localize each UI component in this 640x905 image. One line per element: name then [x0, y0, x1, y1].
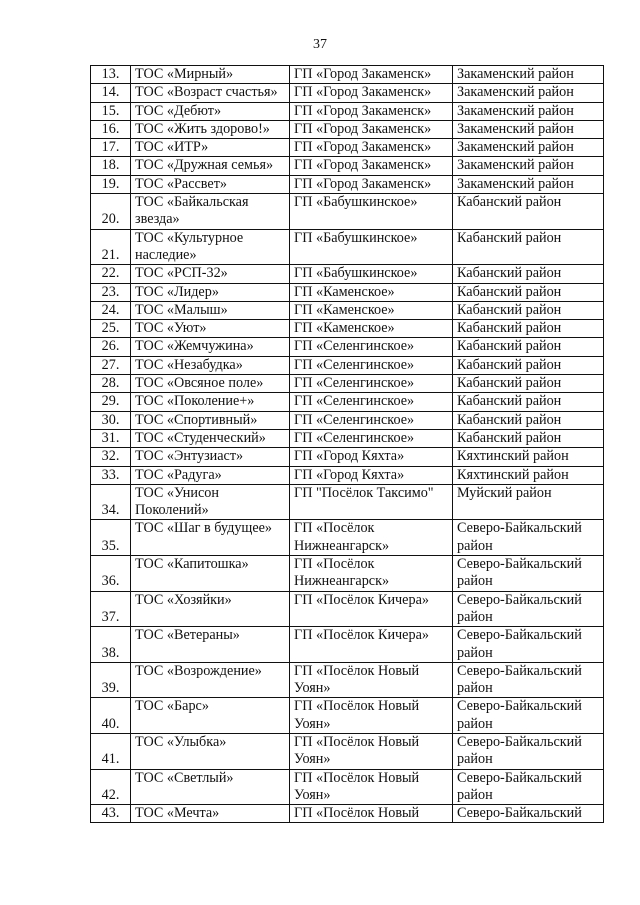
row-number-cell: 21. — [91, 229, 131, 265]
row-number-cell: 22. — [91, 265, 131, 283]
district-cell: Кабанский район — [453, 301, 604, 319]
row-number-cell: 41. — [91, 733, 131, 769]
settlement-cell: ГП «Каменское» — [290, 320, 453, 338]
table-row — [91, 448, 604, 466]
tos-name-cell: ТОС «ИТР» — [131, 139, 290, 157]
table-row — [91, 139, 604, 157]
tos-name-cell: ТОС «Культурное наследие» — [131, 229, 290, 265]
settlement-cell: ГП "Посёлок Таксимо" — [290, 484, 453, 520]
district-cell: Закаменский район — [453, 66, 604, 84]
table-row — [91, 157, 604, 175]
table-row — [91, 265, 604, 283]
row-number-cell: 17. — [91, 139, 131, 157]
table-row — [91, 466, 604, 484]
row-number-cell: 15. — [91, 102, 131, 120]
table-row — [91, 393, 604, 411]
table-row — [91, 66, 604, 84]
district-cell: Закаменский район — [453, 175, 604, 193]
settlement-cell: ГП «Селенгинское» — [290, 338, 453, 356]
district-cell: Закаменский район — [453, 120, 604, 138]
table-row — [91, 769, 604, 805]
district-cell: Кабанский район — [453, 229, 604, 265]
tos-name-cell: ТОС «Мирный» — [131, 66, 290, 84]
tos-name-cell: ТОС «Поколение+» — [131, 393, 290, 411]
table-row — [91, 591, 604, 627]
table-row — [91, 698, 604, 734]
settlement-cell: ГП «Посёлок Новый Уоян» — [290, 698, 453, 734]
row-number-cell: 39. — [91, 662, 131, 698]
district-cell: Кабанский район — [453, 356, 604, 374]
settlement-cell: ГП «Посёлок Новый — [290, 805, 453, 823]
district-cell: Кабанский район — [453, 265, 604, 283]
tos-name-cell: ТОС «Хозяйки» — [131, 591, 290, 627]
district-cell: Кяхтинский район — [453, 448, 604, 466]
row-number-cell: 13. — [91, 66, 131, 84]
settlement-cell: ГП «Город Кяхта» — [290, 466, 453, 484]
settlement-cell: ГП «Каменское» — [290, 301, 453, 319]
settlement-cell: ГП «Город Закаменск» — [290, 66, 453, 84]
tos-name-cell: ТОС «Студенческий» — [131, 429, 290, 447]
table-row — [91, 120, 604, 138]
row-number-cell: 42. — [91, 769, 131, 805]
row-number-cell: 19. — [91, 175, 131, 193]
district-cell: Кабанский район — [453, 375, 604, 393]
district-cell: Северо-Байкальский район — [453, 769, 604, 805]
table-row — [91, 356, 604, 374]
row-number-cell: 29. — [91, 393, 131, 411]
table-row — [91, 102, 604, 120]
district-cell: Закаменский район — [453, 102, 604, 120]
settlement-cell: ГП «Бабушкинское» — [290, 229, 453, 265]
tos-name-cell: ТОС «Ветераны» — [131, 627, 290, 663]
tos-name-cell: ТОС «Овсяное поле» — [131, 375, 290, 393]
table-row — [91, 338, 604, 356]
district-cell: Северо-Байкальский район — [453, 627, 604, 663]
settlement-cell: ГП «Бабушкинское» — [290, 194, 453, 230]
tos-name-cell: ТОС «Незабудка» — [131, 356, 290, 374]
tos-name-cell: ТОС «Рассвет» — [131, 175, 290, 193]
row-number-cell: 23. — [91, 283, 131, 301]
district-cell: Кабанский район — [453, 320, 604, 338]
tos-name-cell: ТОС «Энтузиаст» — [131, 448, 290, 466]
tos-name-cell: ТОС «Уют» — [131, 320, 290, 338]
tos-name-cell: ТОС «Спортивный» — [131, 411, 290, 429]
tos-name-cell: ТОС «Улыбка» — [131, 733, 290, 769]
settlement-cell: ГП «Посёлок Кичера» — [290, 591, 453, 627]
table-row — [91, 175, 604, 193]
settlement-cell: ГП «Посёлок Новый Уоян» — [290, 769, 453, 805]
table-row — [91, 805, 604, 823]
district-cell: Северо-Байкальский район — [453, 698, 604, 734]
row-number-cell: 31. — [91, 429, 131, 447]
tos-name-cell: ТОС «Дружная семья» — [131, 157, 290, 175]
tos-name-cell: ТОС «Возрождение» — [131, 662, 290, 698]
row-number-cell: 16. — [91, 120, 131, 138]
settlement-cell: ГП «Посёлок Нижнеангарск» — [290, 556, 453, 592]
table-row — [91, 194, 604, 230]
settlement-cell: ГП «Город Закаменск» — [290, 157, 453, 175]
table-row — [91, 556, 604, 592]
settlement-cell: ГП «Посёлок Новый Уоян» — [290, 662, 453, 698]
row-number-cell: 38. — [91, 627, 131, 663]
table-row — [91, 429, 604, 447]
district-cell: Северо-Байкальский район — [453, 733, 604, 769]
tos-name-cell: ТОС «Светлый» — [131, 769, 290, 805]
settlement-cell: ГП «Селенгинское» — [290, 356, 453, 374]
tos-name-cell: ТОС «Возраст счастья» — [131, 84, 290, 102]
row-number-cell: 24. — [91, 301, 131, 319]
tos-name-cell: ТОС «Лидер» — [131, 283, 290, 301]
table-row — [91, 733, 604, 769]
settlement-cell: ГП «Бабушкинское» — [290, 265, 453, 283]
settlement-cell: ГП «Селенгинское» — [290, 393, 453, 411]
table-row — [91, 84, 604, 102]
tos-name-cell: ТОС «Унисон Поколений» — [131, 484, 290, 520]
row-number-cell: 40. — [91, 698, 131, 734]
district-cell: Кабанский район — [453, 429, 604, 447]
settlement-cell: ГП «Селенгинское» — [290, 429, 453, 447]
settlement-cell: ГП «Город Закаменск» — [290, 139, 453, 157]
row-number-cell: 27. — [91, 356, 131, 374]
tos-name-cell: ТОС «Дебют» — [131, 102, 290, 120]
table-row — [91, 283, 604, 301]
district-cell: Закаменский район — [453, 139, 604, 157]
tos-registry-table — [90, 65, 604, 823]
page-number: 37 — [313, 37, 327, 52]
table-row — [91, 301, 604, 319]
settlement-cell: ГП «Селенгинское» — [290, 411, 453, 429]
row-number-cell: 26. — [91, 338, 131, 356]
district-cell: Северо-Байкальский район — [453, 520, 604, 556]
district-cell: Северо-Байкальский район — [453, 591, 604, 627]
tos-name-cell: ТОС «Байкальская звезда» — [131, 194, 290, 230]
district-cell: Северо-Байкальский район — [453, 556, 604, 592]
settlement-cell: ГП «Город Закаменск» — [290, 102, 453, 120]
district-cell: Кабанский район — [453, 194, 604, 230]
district-cell: Северо-Байкальский район — [453, 662, 604, 698]
tos-name-cell: ТОС «Капитошка» — [131, 556, 290, 592]
table-row — [91, 662, 604, 698]
row-number-cell: 37. — [91, 591, 131, 627]
table-row — [91, 520, 604, 556]
tos-name-cell: ТОС «Жить здорово!» — [131, 120, 290, 138]
row-number-cell: 14. — [91, 84, 131, 102]
district-cell: Закаменский район — [453, 84, 604, 102]
district-cell: Северо-Байкальский — [453, 805, 604, 823]
row-number-cell: 20. — [91, 194, 131, 230]
tos-name-cell: ТОС «Шаг в будущее» — [131, 520, 290, 556]
settlement-cell: ГП «Город Закаменск» — [290, 120, 453, 138]
table-row — [91, 229, 604, 265]
settlement-cell: ГП «Посёлок Нижнеангарск» — [290, 520, 453, 556]
row-number-cell: 30. — [91, 411, 131, 429]
settlement-cell: ГП «Город Закаменск» — [290, 175, 453, 193]
table-row — [91, 484, 604, 520]
row-number-cell: 32. — [91, 448, 131, 466]
tos-name-cell: ТОС «Барс» — [131, 698, 290, 734]
district-cell: Кяхтинский район — [453, 466, 604, 484]
district-cell: Кабанский район — [453, 393, 604, 411]
tos-name-cell: ТОС «Жемчужина» — [131, 338, 290, 356]
district-cell: Кабанский район — [453, 283, 604, 301]
table-row — [91, 320, 604, 338]
row-number-cell: 34. — [91, 484, 131, 520]
settlement-cell: ГП «Город Кяхта» — [290, 448, 453, 466]
settlement-cell: ГП «Посёлок Кичера» — [290, 627, 453, 663]
district-cell: Кабанский район — [453, 411, 604, 429]
row-number-cell: 43. — [91, 805, 131, 823]
settlement-cell: ГП «Каменское» — [290, 283, 453, 301]
settlement-cell: ГП «Город Закаменск» — [290, 84, 453, 102]
row-number-cell: 18. — [91, 157, 131, 175]
settlement-cell: ГП «Посёлок Новый Уоян» — [290, 733, 453, 769]
district-cell: Закаменский район — [453, 157, 604, 175]
row-number-cell: 35. — [91, 520, 131, 556]
settlement-cell: ГП «Селенгинское» — [290, 375, 453, 393]
row-number-cell: 25. — [91, 320, 131, 338]
row-number-cell: 28. — [91, 375, 131, 393]
tos-name-cell: ТОС «Радуга» — [131, 466, 290, 484]
row-number-cell: 36. — [91, 556, 131, 592]
table-row — [91, 411, 604, 429]
tos-name-cell: ТОС «Малыш» — [131, 301, 290, 319]
table-row — [91, 627, 604, 663]
table-body — [91, 66, 604, 823]
district-cell: Кабанский район — [453, 338, 604, 356]
tos-name-cell: ТОС «Мечта» — [131, 805, 290, 823]
row-number-cell: 33. — [91, 466, 131, 484]
district-cell: Муйский район — [453, 484, 604, 520]
table-row — [91, 375, 604, 393]
tos-name-cell: ТОС «РСП-32» — [131, 265, 290, 283]
